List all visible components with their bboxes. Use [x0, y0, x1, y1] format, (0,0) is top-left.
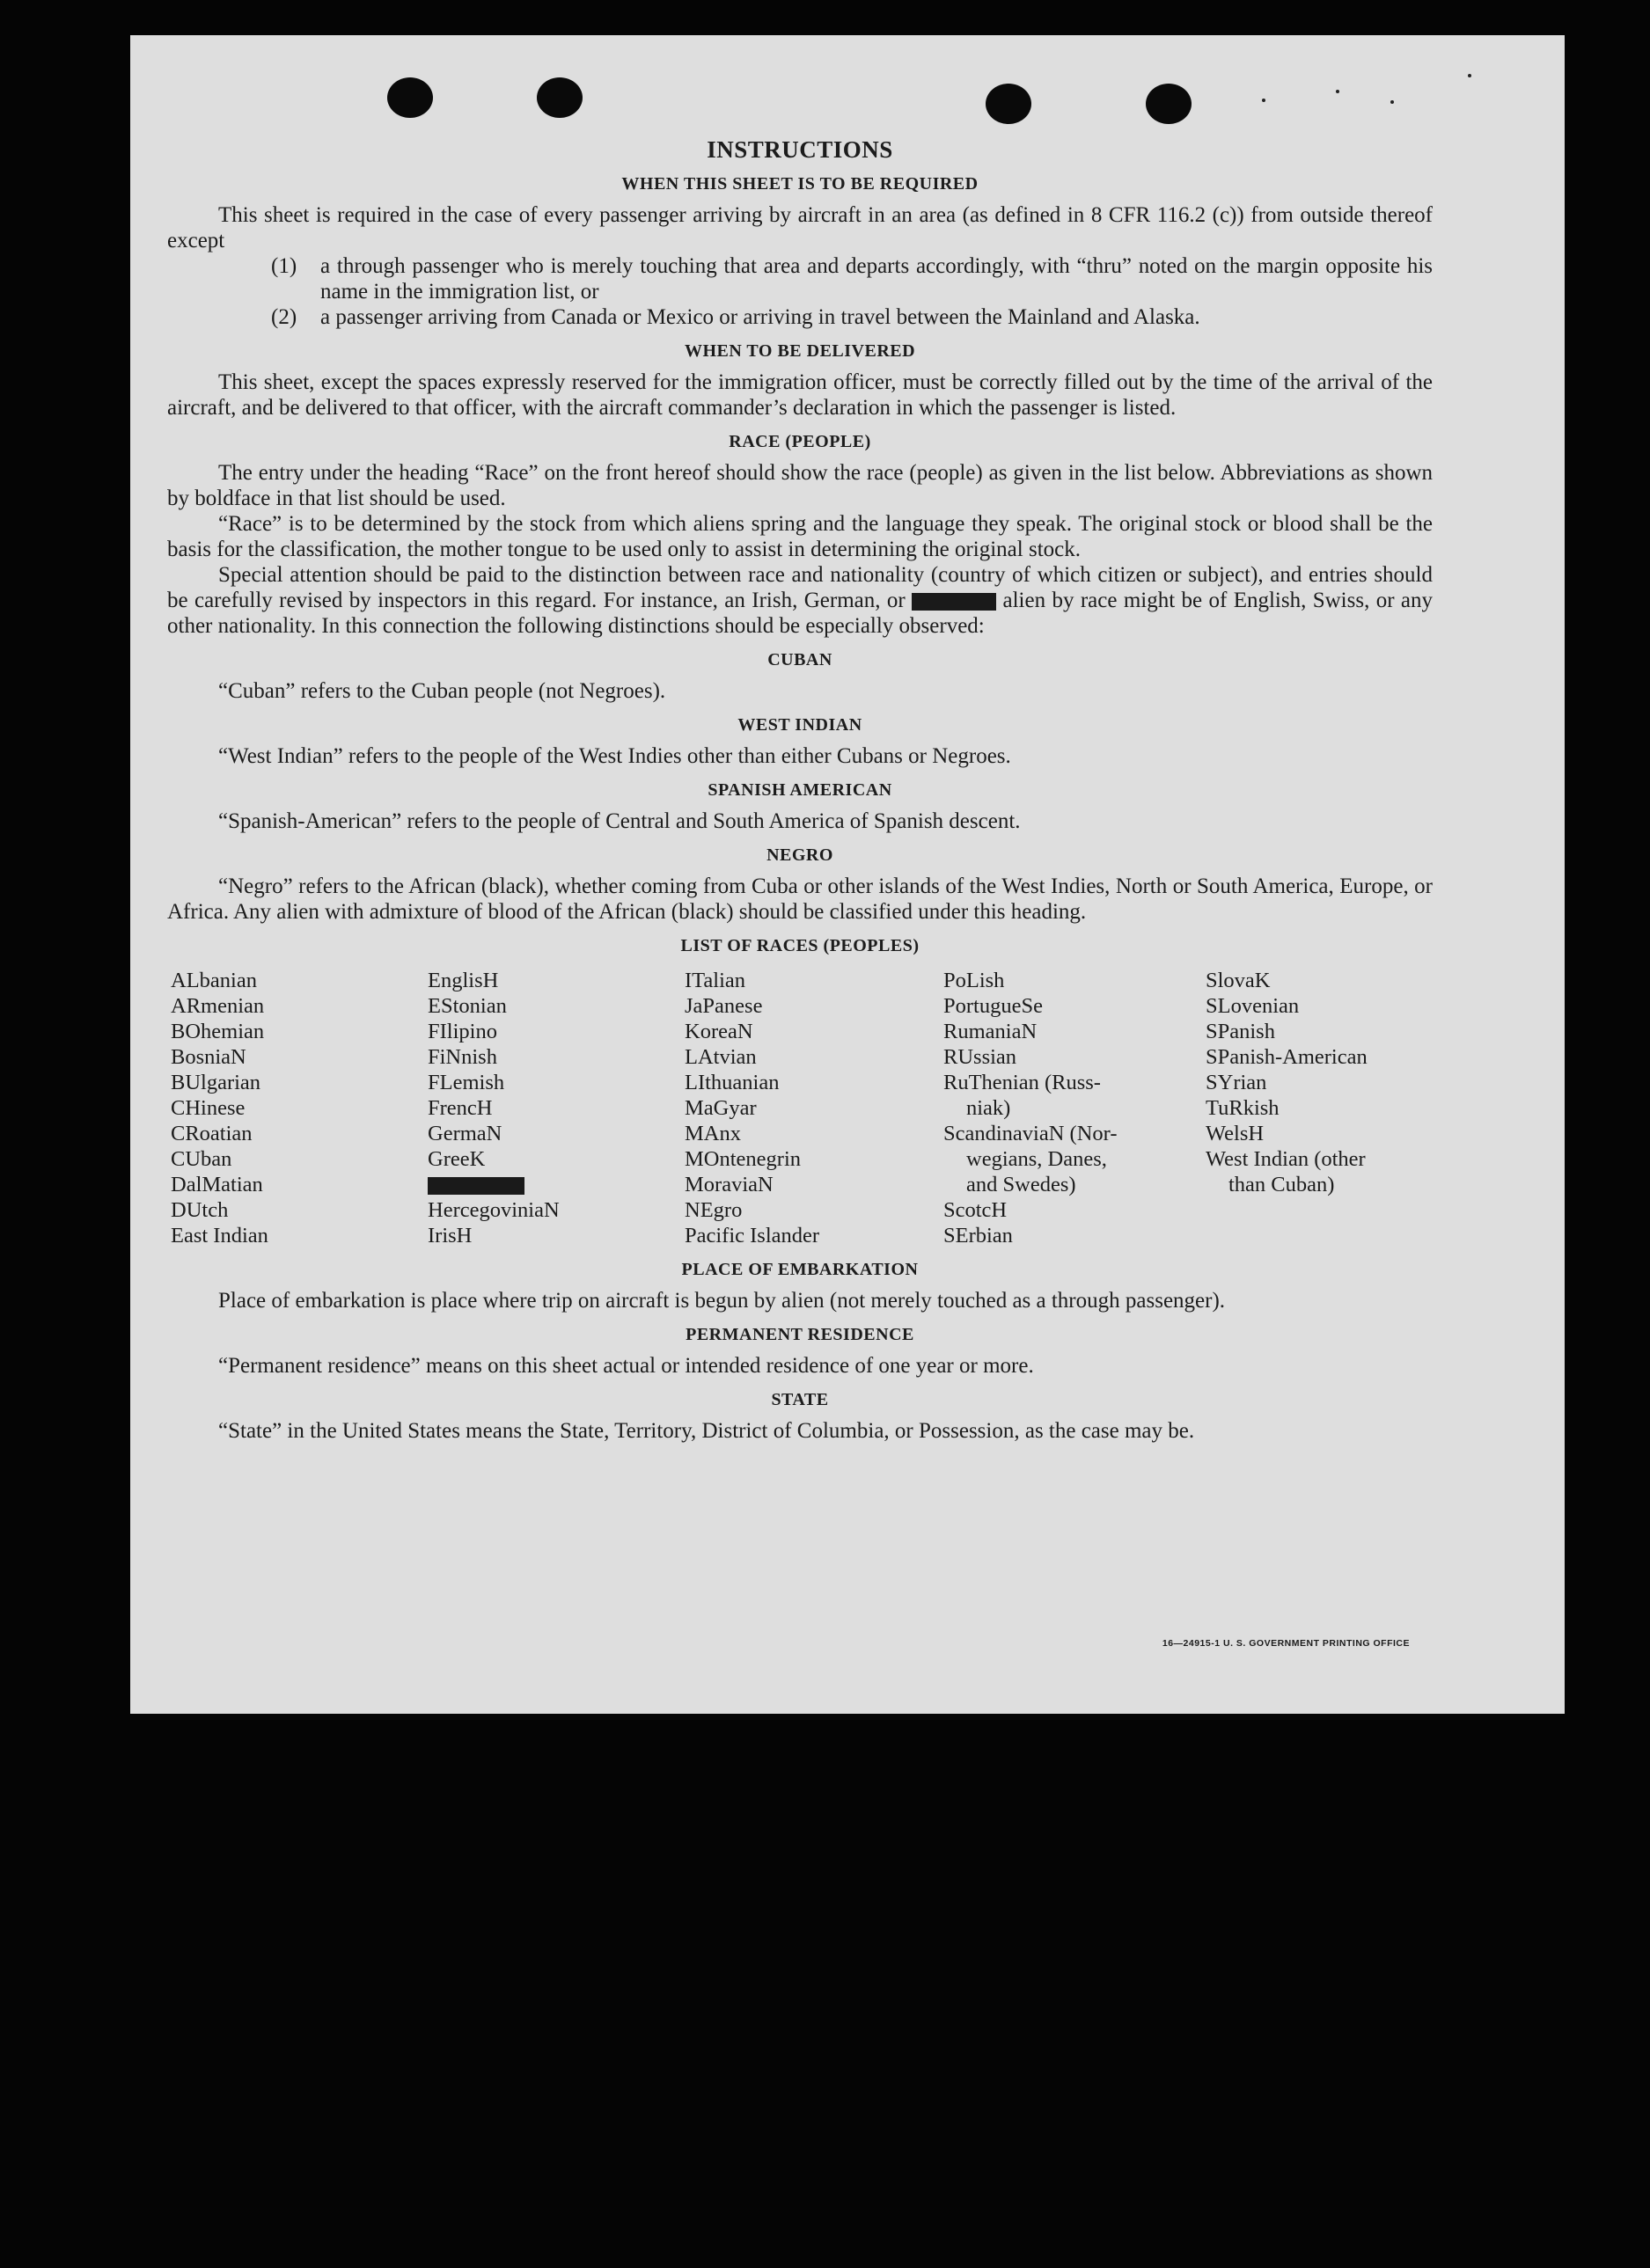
race-entry-text: DalMatian	[171, 1173, 263, 1196]
race-entry	[943, 1223, 1206, 1248]
race-entry	[428, 968, 685, 993]
race-entry-text: MOntenegrin	[685, 1147, 801, 1171]
race-entry-text: SLovenian	[1206, 994, 1300, 1018]
race-entry	[685, 1223, 943, 1248]
race-entry-text: East Indian	[171, 1224, 268, 1247]
delivered-text: This sheet, except the spaces expressly reserved for the immigration officer, must be correctly filled out by the time of the arrival of the aircraft, and be delivered to that officer, with the aircraft commander’s declaration in which the passenger is listed.	[167, 370, 1433, 420]
race-entry	[685, 1121, 943, 1146]
section-heading-race: RACE (PEOPLE)	[729, 432, 871, 451]
race-entry	[685, 968, 943, 993]
race-entry-text: MoraviaN	[685, 1173, 774, 1196]
race-entry	[943, 1121, 1206, 1197]
race-entry	[171, 968, 428, 993]
race-entry-text: FiNnish	[428, 1045, 497, 1069]
race-entry-text: RUssian	[943, 1045, 1017, 1069]
document-sheet	[130, 35, 1565, 1714]
race-entry-text: ScotcH	[943, 1198, 1008, 1222]
race-entry-text: FLemish	[428, 1071, 505, 1094]
instructions-body	[167, 137, 1433, 1444]
race-paragraph-3-start: Special attention should be paid to the distinction between race and nationality (country of which citizen or subject), and entries should be carefully revised by inspectors in this regard. For instance, an Irish, German, or	[167, 563, 1433, 612]
race-entry-text: IrisH	[428, 1224, 473, 1247]
race-entry	[1206, 1146, 1436, 1197]
section-heading-delivered: WHEN TO BE DELIVERED	[684, 341, 916, 361]
section-heading-required: WHEN THIS SHEET IS TO BE REQUIRED	[621, 174, 979, 194]
cuban-text: “Cuban” refers to the Cuban people (not Negroes).	[218, 679, 666, 703]
race-entry-text: HercegoviniaN	[428, 1198, 560, 1222]
race-entry	[1206, 1044, 1436, 1070]
punch-hole	[1146, 84, 1192, 124]
race-entry-text: BOhemian	[171, 1020, 265, 1043]
race-entry	[685, 993, 943, 1019]
race-entry-text: BosniaN	[171, 1045, 246, 1069]
race-entry	[685, 1197, 943, 1223]
races-column	[1206, 968, 1436, 1248]
race-paragraph-3-end: alien by race might be of English, Swiss, or any other nationality. In this connection the following distinctions should be especially observed:	[167, 589, 1434, 638]
west-indian-text: “West Indian” refers to the people of the West Indies other than either Cubans or Negroes.	[218, 744, 1011, 768]
race-entry	[171, 993, 428, 1019]
race-entry-text: KoreaN	[685, 1020, 753, 1043]
exception-number: (2)	[271, 305, 297, 329]
race-entry	[428, 1197, 685, 1223]
race-entry	[171, 1172, 428, 1197]
race-entry	[1206, 1070, 1436, 1095]
race-entry	[1206, 993, 1436, 1019]
race-entry-text: GreeK	[428, 1147, 486, 1171]
race-entry-text: JaPanese	[685, 994, 763, 1018]
race-paragraph-2: “Race” is to be determined by the stock from which aliens spring and the language they speak. The original stock or blood shall be the basis for the classification, the mother tongue to be used only to assist in determining the original stock.	[167, 512, 1433, 561]
race-entry-text: SErbian	[943, 1224, 1013, 1247]
printing-office-code: 16—24915-1 U. S. GOVERNMENT PRINTING OFFICE	[1162, 1638, 1410, 1649]
race-entry	[171, 1121, 428, 1146]
race-entry-text: Pacific Islander	[685, 1224, 820, 1247]
race-entry-text: DUtch	[171, 1198, 229, 1222]
race-entry-text: BUlgarian	[171, 1071, 261, 1094]
race-entry-text: SPanish	[1206, 1020, 1275, 1043]
race-entry-text: MaGyar	[685, 1096, 757, 1120]
race-entry	[943, 1044, 1206, 1070]
race-entry-text: niak)	[966, 1096, 1011, 1120]
races-column	[943, 968, 1206, 1248]
race-entry-text: WelsH	[1206, 1122, 1265, 1145]
redaction-mark	[912, 593, 996, 611]
race-entry-text: MAnx	[685, 1122, 741, 1145]
race-entry-text: CHinese	[171, 1096, 246, 1120]
race-entry-text: ARmenian	[171, 994, 265, 1018]
race-entry	[171, 1197, 428, 1223]
race-entry-text: TuRkish	[1206, 1096, 1280, 1120]
race-entry	[171, 1095, 428, 1121]
redaction-mark	[428, 1177, 524, 1195]
race-entry	[428, 1223, 685, 1248]
section-heading-cuban: CUBAN	[767, 650, 832, 669]
page-title: INSTRUCTIONS	[707, 136, 893, 163]
race-entry	[428, 1095, 685, 1121]
race-entry	[685, 1095, 943, 1121]
section-heading-state: STATE	[771, 1390, 829, 1409]
race-entry	[428, 1121, 685, 1146]
race-entry-text: CUban	[171, 1147, 232, 1171]
race-entry	[428, 1044, 685, 1070]
race-entry-text: wegians, Danes,	[966, 1147, 1107, 1171]
race-entry-text: than Cuban)	[1228, 1173, 1335, 1196]
race-entry-text: FIlipino	[428, 1020, 497, 1043]
race-entry-text: PortugueSe	[943, 994, 1043, 1018]
section-heading-spanish-american: SPANISH AMERICAN	[708, 780, 892, 800]
races-column	[171, 968, 428, 1248]
exception-text: a through passenger who is merely touching that area and departs accordingly, with “thru” noted on the margin opposite his name in the immigration list, or	[320, 254, 1433, 304]
section-heading-residence: PERMANENT RESIDENCE	[686, 1325, 914, 1344]
residence-text: “Permanent residence” means on this sheet actual or intended residence of one year or more.	[218, 1354, 1034, 1378]
race-entry	[1206, 968, 1436, 993]
race-entry-text: FrencH	[428, 1096, 493, 1120]
race-entry	[171, 1146, 428, 1172]
speck	[1262, 99, 1265, 102]
race-entry	[1206, 1095, 1436, 1121]
race-entry-text: EnglisH	[428, 969, 499, 992]
race-entry	[685, 1146, 943, 1172]
race-entry-text: RumaniaN	[943, 1020, 1038, 1043]
race-paragraph-1: The entry under the heading “Race” on the front hereof should show the race (people) as given in the list below. Abbreviations as shown by boldface in that list should be used.	[167, 461, 1433, 510]
race-paragraph-3	[167, 562, 1433, 639]
race-entry-text: ScandinaviaN (Nor-	[943, 1122, 1118, 1145]
spanish-american-text: “Spanish-American” refers to the people of Central and South America of Spanish descent.	[218, 809, 1021, 833]
race-entry	[943, 968, 1206, 993]
punch-hole	[986, 84, 1031, 124]
speck	[1390, 100, 1394, 104]
exception-number: (1)	[271, 254, 297, 278]
race-entry-text: EStonian	[428, 994, 507, 1018]
race-entry-text: PoLish	[943, 969, 1005, 992]
race-entry-text: LAtvian	[685, 1045, 757, 1069]
race-entry-text: GermaN	[428, 1122, 502, 1145]
speck	[1336, 90, 1339, 93]
speck	[1468, 74, 1471, 77]
exception-text: a passenger arriving from Canada or Mexico or arriving in travel between the Mainland and Alaska.	[320, 305, 1200, 329]
punch-hole	[537, 77, 583, 118]
race-entry	[685, 1019, 943, 1044]
race-entry-text: LIthuanian	[685, 1071, 780, 1094]
embarkation-text: Place of embarkation is place where trip on aircraft is begun by alien (not merely touched as a through passenger).	[218, 1289, 1226, 1313]
race-entry-text: CRoatian	[171, 1122, 253, 1145]
race-entry-text: RuThenian (Russ-	[943, 1071, 1101, 1094]
race-entry	[685, 1070, 943, 1095]
punch-hole	[387, 77, 433, 118]
race-entry	[428, 1019, 685, 1044]
section-heading-races-list: LIST OF RACES (PEOPLES)	[680, 936, 920, 955]
race-entry-text: and Swedes)	[966, 1173, 1076, 1196]
race-entry	[943, 993, 1206, 1019]
exception-item	[271, 253, 1433, 304]
race-entry	[428, 1070, 685, 1095]
section-heading-embarkation: PLACE OF EMBARKATION	[681, 1260, 919, 1279]
race-entry	[171, 1044, 428, 1070]
race-entry-text: West Indian (other	[1206, 1147, 1366, 1171]
race-entry	[943, 1070, 1206, 1121]
race-entry	[685, 1044, 943, 1070]
exception-item	[271, 304, 1433, 330]
race-entry	[428, 1146, 685, 1172]
state-text: “State” in the United States means the State, Territory, District of Columbia, or Possession, as the case may be.	[218, 1419, 1195, 1443]
section-heading-west-indian: WEST INDIAN	[737, 715, 862, 735]
race-entry-text: ALbanian	[171, 969, 257, 992]
race-entry	[943, 1197, 1206, 1223]
required-intro: This sheet is required in the case of every passenger arriving by aircraft in an area (as defined in 8 CFR 116.2 (c)) from outside thereof except	[167, 203, 1433, 252]
race-entry	[1206, 1121, 1436, 1146]
race-entry-text: ITalian	[685, 969, 746, 992]
race-entry	[1206, 1019, 1436, 1044]
race-entry	[171, 1223, 428, 1248]
races-list	[171, 968, 1433, 1248]
race-entry	[428, 1172, 685, 1197]
race-entry	[428, 993, 685, 1019]
race-entry	[171, 1070, 428, 1095]
race-entry-text: SYrian	[1206, 1071, 1267, 1094]
race-entry	[685, 1172, 943, 1197]
negro-text: “Negro” refers to the African (black), whether coming from Cuba or other islands of the West Indies, North or South America, Europe, or Africa. Any alien with admixture of blood of the African (black) should be classified under this heading.	[167, 874, 1433, 924]
race-entry	[943, 1019, 1206, 1044]
race-entry-text: NEgro	[685, 1198, 743, 1222]
section-heading-negro: NEGRO	[766, 845, 833, 865]
races-column	[685, 968, 943, 1248]
race-entry-text: SlovaK	[1206, 969, 1271, 992]
races-column	[428, 968, 685, 1248]
race-entry	[171, 1019, 428, 1044]
race-entry-text: SPanish-American	[1206, 1045, 1368, 1069]
